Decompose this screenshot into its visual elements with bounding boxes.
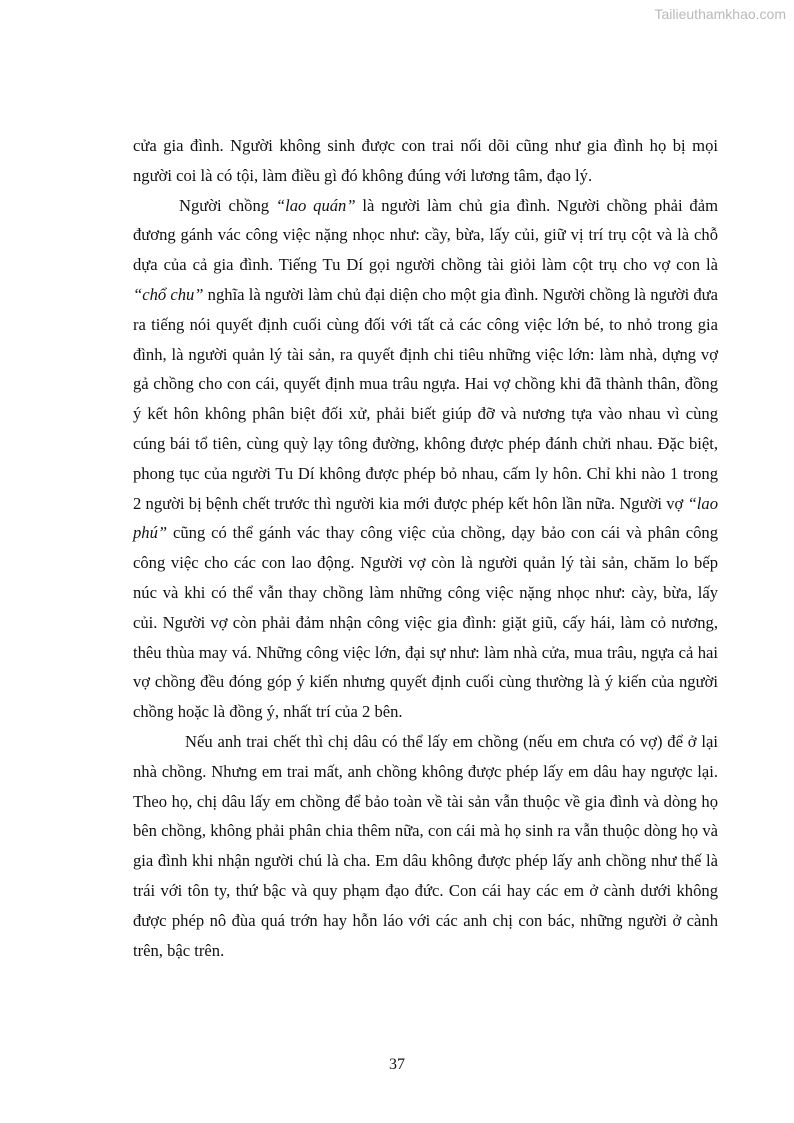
watermark: Tailieuthamkhao.com [654, 6, 786, 22]
term-lao-quan: “lao quán” [275, 195, 356, 215]
term-lao-phu: “lao phú” [133, 493, 718, 543]
page-number: 37 [389, 1056, 405, 1073]
paragraph-2 [133, 191, 718, 727]
paragraph-1 [133, 131, 718, 191]
paragraph-2-text-b: là người làm chủ gia đình. Người chồng phải đảm đương gánh vác công việc nặng nhọc như: cầy, bừa, lấy củi, giữ vị trí trụ cột và là chỗ dựa của cả gia đình. Tiếng Tu Dí gọi người chồng tài giỏi làm cột trụ cho vợ con là [133, 195, 718, 275]
paragraph-2-text-a: Người chồng [179, 195, 276, 215]
document-body [133, 131, 718, 965]
paragraph-2-text-c: nghĩa là người làm chủ đại diện cho một gia đình. Người chồng là người đưa ra tiếng nói quyết định cuối cùng đối với tất cả các công việc lớn bé, to nhỏ trong gia đình, là người quản lý tài sản, ra quyết định chi tiêu những việc lớn: làm nhà, dựng vợ gả chồng cho con cái, quyết định mua trâu ngựa. Hai vợ chồng khi đã thành thân, đồng ý kết hôn không phân biệt đối xử, phải biết giúp đỡ và nương tựa vào nhau vì cùng cúng bái tổ tiên, cùng quỳ lạy tông đường, không được phép đánh chửi nhau. Đặc biệt, phong tục của người Tu Dí không được phép bỏ nhau, cấm ly hôn. Chỉ khi nào 1 trong 2 người bị bệnh chết trước thì người kia mới được phép kết hôn lần nữa. Người vợ [133, 284, 718, 513]
paragraph-3 [133, 727, 718, 965]
paragraph-2-text-d: cũng có thể gánh vác thay công việc của chồng, dạy bảo con cái và phân công công việc cho các con lao động. Người vợ còn là người quản lý tài sản, chăm lo bếp núc và khi có thể vẫn thay chồng làm những công việc nặng nhọc như: cày, bừa, lấy củi. Người vợ còn phải đảm nhận công việc gia đình: giặt giũ, cấy hái, làm cỏ nương, thêu thùa may vá. Những công việc lớn, đại sự như: làm nhà cửa, mua trâu, ngựa cả hai vợ chồng đều đóng góp ý kiến nhưng quyết định cuối cùng thường là ý kiến của người chồng hoặc là đồng ý, nhất trí của 2 bên. [133, 523, 718, 722]
paragraph-1-text: cửa gia đình. Người không sinh được con trai nối dõi cũng như gia đình họ bị mọi người coi là có tội, làm điều gì đó không đúng với lương tâm, đạo lý. [133, 136, 718, 185]
term-cho-chu: “chổ chu” [133, 284, 204, 304]
paragraph-3-text: Nếu anh trai chết thì chị dâu có thể lấy em chồng (nếu em chưa có vợ) để ở lại nhà chồng. Nhưng em trai mất, anh chồng không được phép lấy em dâu hay ngược lại. Theo họ, chị dâu lấy em chồng để bảo toàn về tài sản vẫn thuộc về gia đình và dòng họ bên chồng, không phải phân chia thêm nữa, con cái mà họ sinh ra vẫn thuộc dòng họ và gia đình khi nhận người chú là cha. Em dâu không được phép lấy anh chồng như thế là trái với tôn ty, thứ bậc và quy phạm đạo đức. Con cái hay các em ở cành dưới không được phép nô đùa quá trớn hay hỗn láo với các anh chị con bác, những người ở cành trên, bậc trên. [133, 731, 718, 960]
